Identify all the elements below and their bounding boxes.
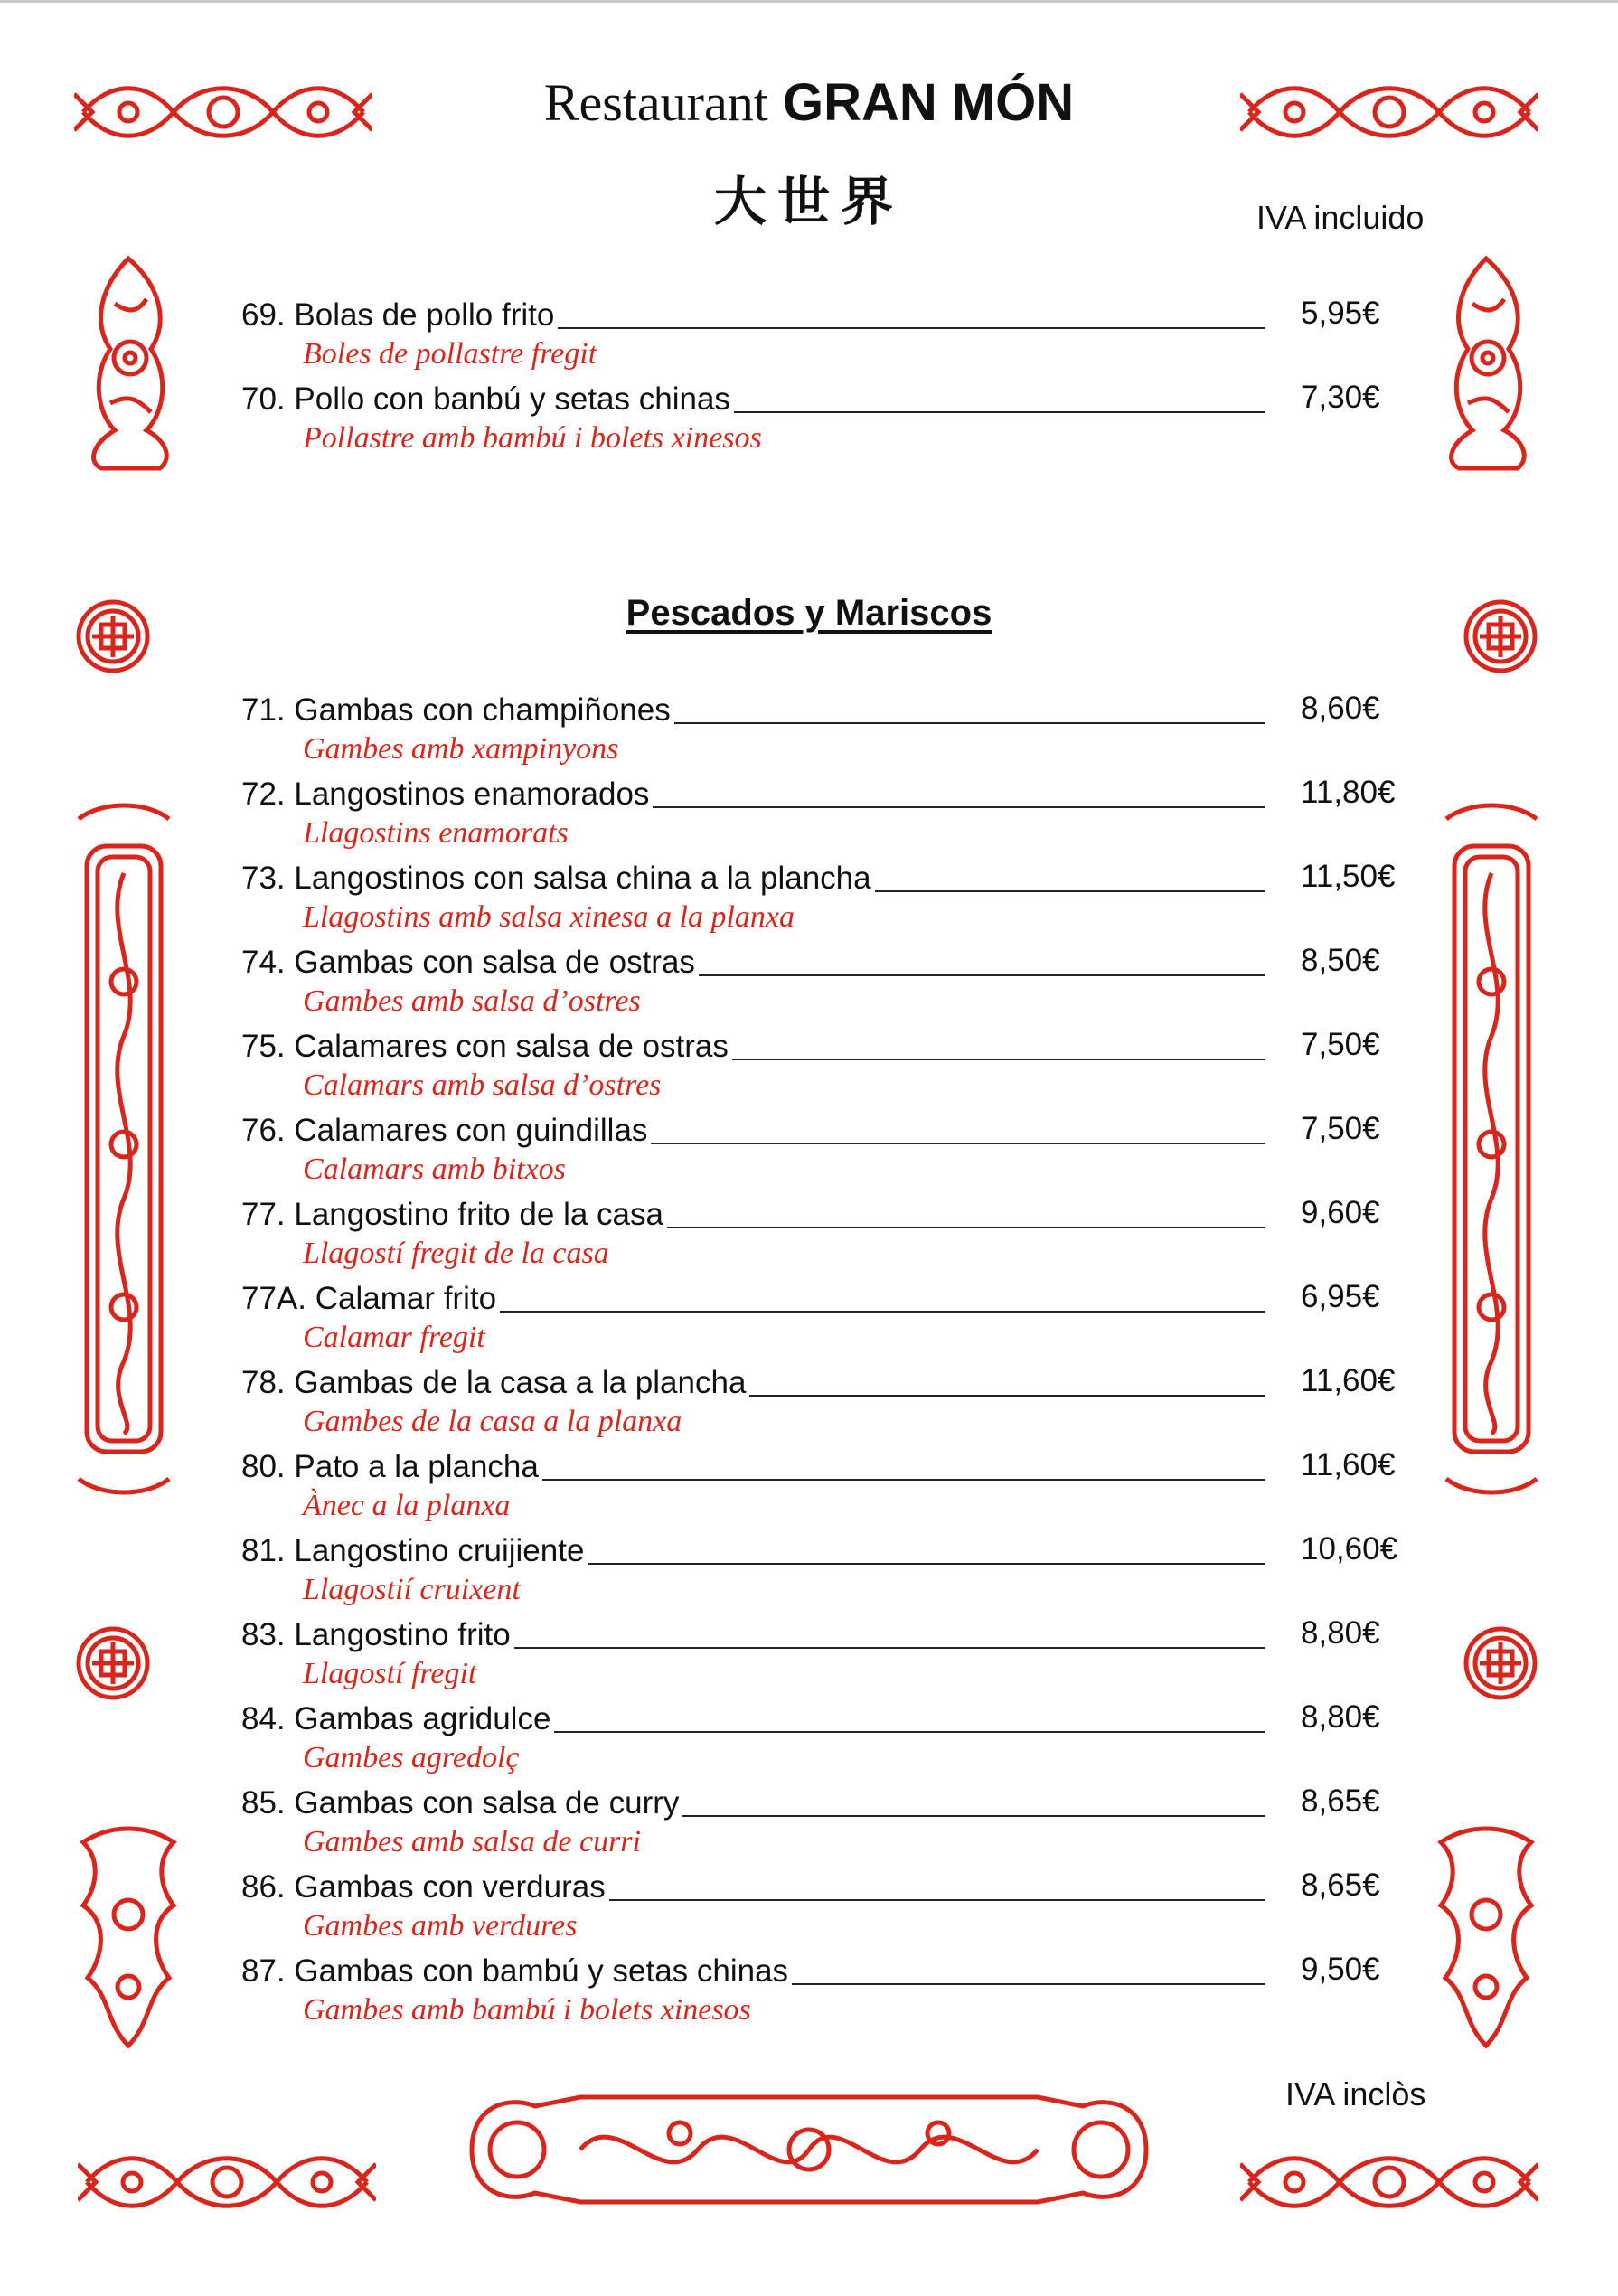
menu-item bbox=[241, 1953, 1416, 2034]
ornament-panel-left bbox=[74, 801, 174, 1497]
item-price: 11,60€ bbox=[1301, 1447, 1396, 1482]
ornament-panel-right bbox=[1442, 801, 1541, 1497]
item-catalan-name: Gambes amb salsa d’ostres bbox=[303, 984, 641, 1018]
item-price: 8,80€ bbox=[1301, 1615, 1380, 1651]
item-price: 7,50€ bbox=[1301, 1111, 1380, 1146]
item-name: 72. Langostinos enamorados bbox=[241, 776, 653, 814]
item-name: 86. Gambas con verduras bbox=[241, 1868, 609, 1906]
item-name: 81. Langostino cruijiente bbox=[241, 1532, 588, 1570]
item-price: 8,60€ bbox=[1301, 691, 1380, 726]
menu-item bbox=[241, 692, 1416, 773]
item-price: 10,60€ bbox=[1301, 1531, 1398, 1567]
item-catalan-name: Llagostins amb salsa xinesa a la planxa bbox=[303, 900, 795, 934]
item-catalan-name: Calamars amb salsa d’ostres bbox=[303, 1068, 662, 1102]
menu-item bbox=[241, 1364, 1416, 1445]
item-catalan-name: Boles de pollastre fregit bbox=[303, 337, 597, 371]
chinese-name: 大世界 bbox=[713, 171, 904, 232]
menu-item bbox=[241, 1868, 1416, 1950]
item-catalan-name: Llagostí fregit bbox=[303, 1657, 477, 1690]
ornament-flower-left bbox=[74, 249, 183, 474]
iva-included-bottom: IVA inclòs bbox=[1285, 2075, 1426, 2113]
item-catalan-name: Gambes amb xampinyons bbox=[303, 732, 619, 766]
medallion-right-lower bbox=[1462, 1624, 1539, 1702]
item-catalan-name: Gambes amb salsa de curri bbox=[303, 1825, 641, 1858]
item-catalan-name: Calamar fregit bbox=[303, 1321, 485, 1354]
item-name: 75. Calamares con salsa de ostras bbox=[241, 1028, 732, 1066]
item-name: 71. Gambas con champiñones bbox=[241, 692, 674, 729]
title-name: GRAN MÓN bbox=[782, 73, 1075, 132]
menu-item bbox=[241, 1280, 1416, 1361]
menu-item bbox=[241, 1028, 1416, 1109]
item-name: 78. Gambas de la casa a la plancha bbox=[241, 1364, 749, 1402]
ornament-corner-bottom-right bbox=[1240, 2146, 1538, 2218]
item-catalan-name: Pollastre amb bambú i bolets xinesos bbox=[303, 421, 762, 455]
item-price: 8,65€ bbox=[1301, 1783, 1380, 1819]
item-price: 9,50€ bbox=[1301, 1952, 1380, 1987]
menu-item bbox=[241, 1448, 1416, 1529]
page-top-border bbox=[0, 0, 1618, 3]
item-catalan-name: Llagostií cruixent bbox=[303, 1573, 521, 1606]
medallion-left-lower bbox=[74, 1624, 152, 1702]
menu-item bbox=[241, 1784, 1416, 1866]
item-name: 87. Gambas con bambú y setas chinas bbox=[241, 1953, 792, 1990]
item-catalan-name: Gambes de la casa a la planxa bbox=[303, 1405, 682, 1438]
item-price: 11,60€ bbox=[1301, 1363, 1396, 1398]
menu-item bbox=[241, 1196, 1416, 1277]
item-catalan-name: Ànec a la planxa bbox=[303, 1489, 511, 1522]
ornament-corner-bottom-left bbox=[78, 2146, 376, 2218]
ornament-bottom-banner bbox=[454, 2079, 1164, 2220]
item-price: 8,50€ bbox=[1301, 943, 1380, 978]
menu-item bbox=[241, 381, 1416, 462]
ornament-flower-left-lower bbox=[74, 1824, 183, 2050]
item-name: 77. Langostino frito de la casa bbox=[241, 1196, 667, 1234]
item-price: 11,80€ bbox=[1301, 775, 1396, 810]
title-prefix: Restaurant bbox=[543, 73, 768, 132]
section-title: Pescados y Mariscos bbox=[626, 593, 992, 633]
menu-item bbox=[241, 944, 1416, 1025]
item-name: 74. Gambas con salsa de ostras bbox=[241, 944, 699, 982]
menu-item bbox=[241, 776, 1416, 857]
item-catalan-name: Llagostins enamorats bbox=[303, 816, 569, 850]
item-name: 83. Langostino frito bbox=[241, 1616, 514, 1654]
menu-item bbox=[241, 1616, 1416, 1698]
item-price: 7,30€ bbox=[1301, 380, 1380, 415]
ornament-flower-right bbox=[1432, 249, 1540, 474]
item-name: 77A. Calamar frito bbox=[241, 1280, 500, 1318]
item-price: 11,50€ bbox=[1301, 859, 1396, 894]
iva-included-top: IVA incluido bbox=[1256, 199, 1425, 236]
item-name: 76. Calamares con guindillas bbox=[241, 1112, 651, 1150]
item-price: 7,50€ bbox=[1301, 1027, 1380, 1062]
item-name: 73. Langostinos con salsa china a la plancha bbox=[241, 860, 875, 898]
item-price: 6,95€ bbox=[1301, 1279, 1380, 1314]
ornament-flower-right-lower bbox=[1432, 1824, 1540, 2050]
item-catalan-name: Gambes agredolç bbox=[303, 1741, 520, 1774]
item-price: 5,95€ bbox=[1301, 296, 1380, 331]
menu-item bbox=[241, 860, 1416, 941]
restaurant-title bbox=[0, 72, 1618, 133]
item-catalan-name: Gambes amb verdures bbox=[303, 1909, 578, 1943]
item-catalan-name: Gambes amb bambú i bolets xinesos bbox=[303, 1993, 751, 2027]
menu-item bbox=[241, 1532, 1416, 1614]
menu-item bbox=[241, 1112, 1416, 1193]
item-name: 84. Gambas agridulce bbox=[241, 1700, 554, 1738]
item-price: 8,80€ bbox=[1301, 1699, 1380, 1735]
item-name: 80. Pato a la plancha bbox=[241, 1448, 542, 1486]
item-name: 70. Pollo con banbú y setas chinas bbox=[241, 381, 734, 419]
menu-item bbox=[241, 296, 1416, 378]
item-price: 8,65€ bbox=[1301, 1868, 1380, 1903]
item-catalan-name: Calamars amb bitxos bbox=[303, 1153, 566, 1186]
item-catalan-name: Llagostí fregit de la casa bbox=[303, 1237, 609, 1270]
menu-item bbox=[241, 1700, 1416, 1782]
item-price: 9,60€ bbox=[1301, 1195, 1380, 1230]
item-name: 85. Gambas con salsa de curry bbox=[241, 1784, 682, 1822]
item-name: 69. Bolas de pollo frito bbox=[241, 296, 558, 334]
